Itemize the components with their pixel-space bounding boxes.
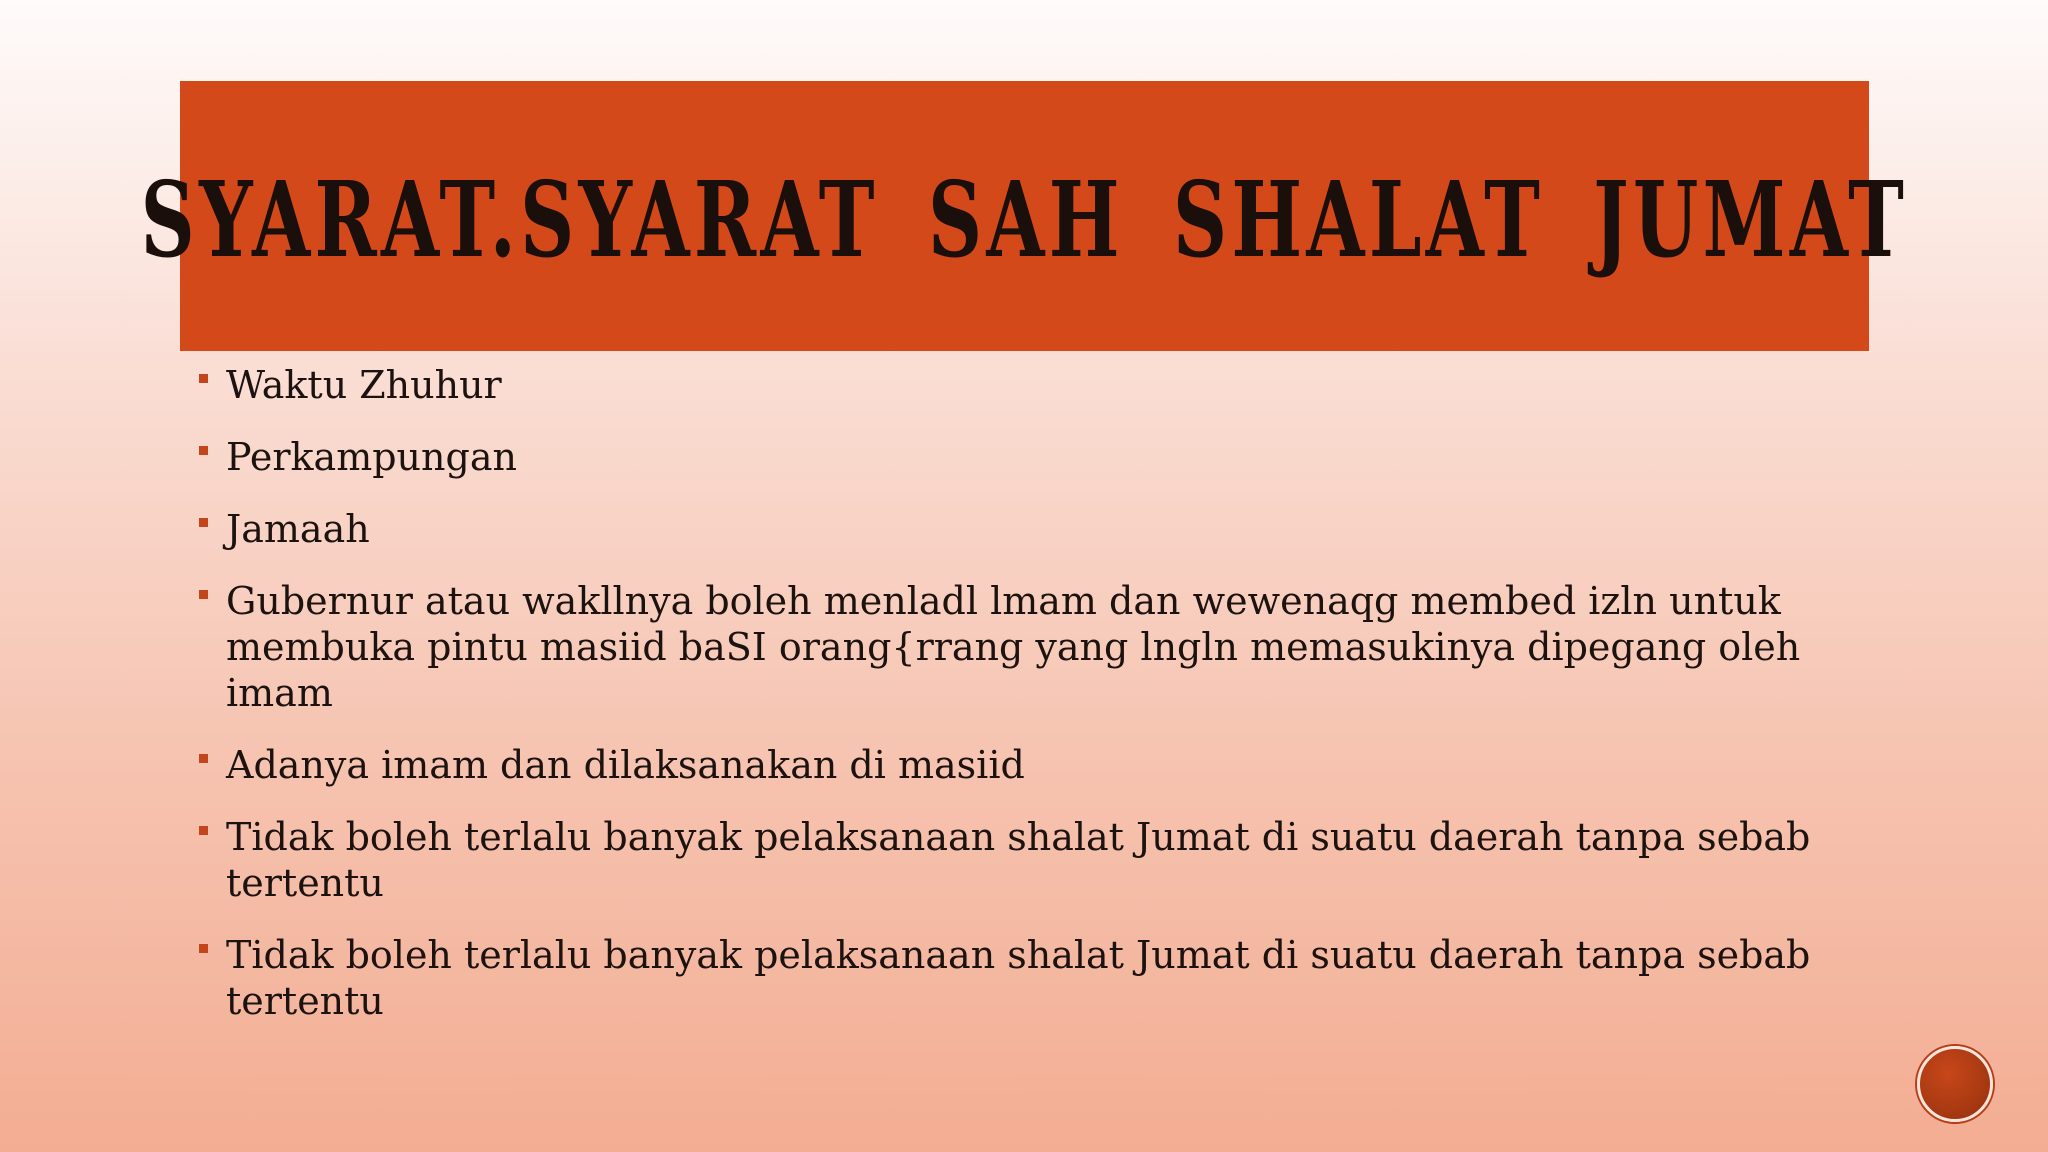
list-item-text: Perkampungan [226,435,517,479]
list-item [196,742,1876,788]
square-bullet-icon [199,944,208,953]
slide-nav-circle-icon[interactable] [1917,1046,1993,1122]
list-item [196,932,1876,1024]
list-item [196,362,1876,408]
square-bullet-icon [199,518,208,527]
bullet-list [196,362,1876,1050]
list-item-text: Jamaah [226,507,370,551]
list-item-text: Tidak boleh terlalu banyak pelaksanaan shalat Jumat di suatu daerah tanpa sebab tertentu [226,815,1811,905]
list-item-text: Gubernur atau wakllnya boleh menladl lmam dan wewenaqg membed izln untuk membuka pintu masiid baSI orang{rrang yang lngln memasukinya dipegang oleh imam [226,579,1801,715]
slide-title: SYARAT.SYARAT SAH SHALAT JUMAT [140,158,1909,281]
list-item-text: Adanya imam dan dilaksanakan di masiid [226,743,1025,787]
square-bullet-icon [199,374,208,383]
list-item [196,814,1876,906]
square-bullet-icon [199,826,208,835]
square-bullet-icon [199,590,208,599]
list-item [196,506,1876,552]
square-bullet-icon [199,446,208,455]
list-item [196,434,1876,480]
list-item-text: Waktu Zhuhur [226,363,502,407]
square-bullet-icon [199,754,208,763]
list-item-text: Tidak boleh terlalu banyak pelaksanaan shalat Jumat di suatu daerah tanpa sebab tertentu [226,933,1811,1023]
list-item [196,578,1876,716]
title-banner [140,81,1909,351]
